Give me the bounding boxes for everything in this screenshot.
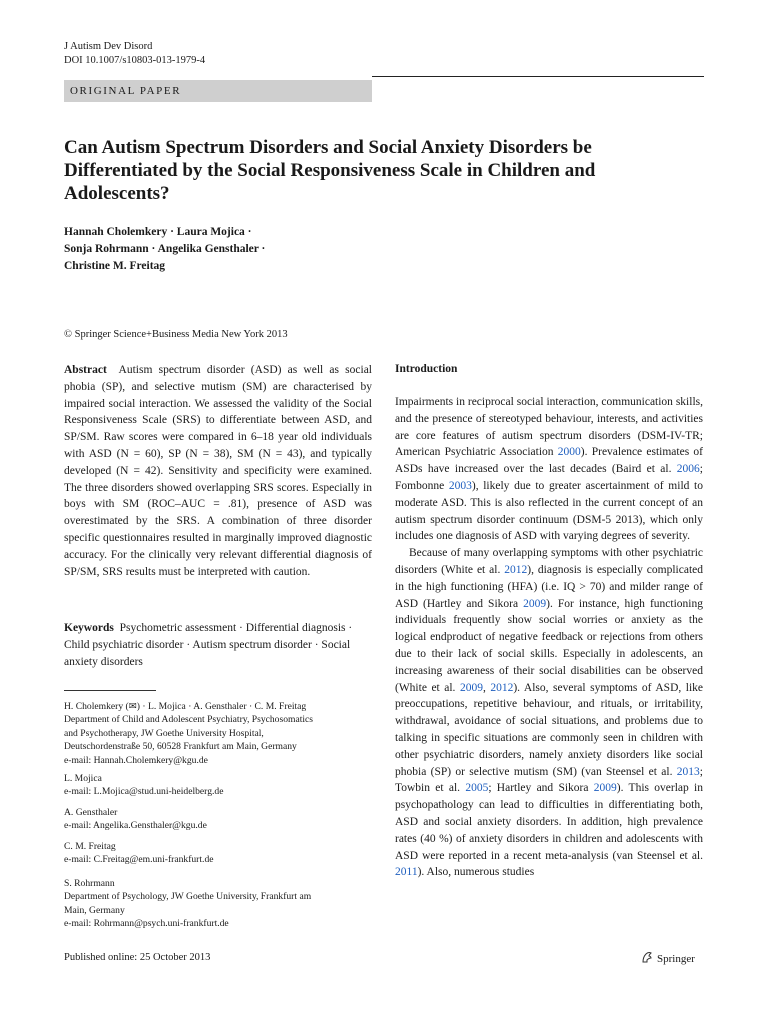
publisher-logo xyxy=(640,950,695,965)
affiliation-email[interactable]: e-mail: Hannah.Cholemkery@kgu.de xyxy=(64,754,208,766)
affiliation-line: Main, Germany xyxy=(64,904,125,916)
affiliation-rule xyxy=(64,690,156,691)
affiliation-name: L. Mojica xyxy=(64,773,102,784)
affiliation-line: Deutschordenstraße 50, 60528 Frankfurt am Main, Germany xyxy=(64,741,297,753)
introduction-body xyxy=(395,394,703,881)
published-date: Published online: 25 October 2013 xyxy=(64,952,211,963)
header-rule xyxy=(372,76,704,77)
springer-horse-icon xyxy=(640,950,654,964)
journal-name: J Autism Dev Disord xyxy=(64,41,153,52)
citation-link[interactable]: 2005 xyxy=(465,782,489,795)
affiliation-block-4 xyxy=(64,840,372,867)
affiliation-block-2 xyxy=(64,772,372,799)
keywords-label: Keywords xyxy=(64,622,114,634)
citation-link[interactable]: 2006 xyxy=(676,463,700,476)
keywords-text: Psychometric assessment · Differential diagnosis · Child psychiatric disorder · Autism spectrum disorder · Social anxiety disorders xyxy=(64,622,353,668)
journal-header xyxy=(64,40,205,68)
citation-link[interactable]: 2012 xyxy=(504,563,528,576)
author-line: Sonja Rohrmann · Angelika Gensthaler · xyxy=(64,243,266,255)
author-line: Hannah Cholemkery · Laura Mojica · xyxy=(64,226,252,238)
abstract xyxy=(64,362,372,580)
citation-link[interactable]: 2013 xyxy=(676,765,700,778)
affiliation-email[interactable]: e-mail: Angelika.Gensthaler@kgu.de xyxy=(64,820,207,832)
paper-title: Can Autism Spectrum Disorders and Social Anxiety Disorders be Differentiated by the Social Responsiveness Scale in Children and Adolescents? xyxy=(64,137,596,204)
affiliation-line: and Psychotherapy, JW Goethe University Hospital, xyxy=(64,727,264,739)
citation-link[interactable]: 2009 xyxy=(523,597,547,610)
affiliation-name: A. Gensthaler xyxy=(64,807,118,818)
affiliation-block-3 xyxy=(64,806,372,833)
citation-link[interactable]: 2009 xyxy=(459,681,483,694)
affiliation-email[interactable]: e-mail: L.Mojica@stud.uni-heidelberg.de xyxy=(64,786,224,798)
citation-link[interactable]: 2009 xyxy=(593,782,617,795)
publisher-name: Springer xyxy=(657,953,695,965)
paragraph: Impairments in reciprocal social interaction, communication skills, and the presence of stereotyped behaviour, interests, and activities are core features of autism spectrum disorders (DSM-IV-TR; American Psychiatric Association 2000). Prevalence estimates of ASDs have increased over the last decades (Baird et al. 2006; Fombonne 2003), likely due to greater ascertainment of mild to moderate ASD. This is also reflected in the current concept of an autism spectrum disorder continuum (DSM-5 2013), which only includes one diagnosis of ASD with varying degrees of severity. xyxy=(395,396,703,543)
doi: DOI 10.1007/s10803-013-1979-4 xyxy=(64,55,206,66)
citation-link[interactable]: 2000 xyxy=(557,446,581,459)
affiliation-line: Department of Child and Adolescent Psychiatry, Psychosomatics xyxy=(64,714,314,726)
keywords xyxy=(64,620,372,670)
citation-link[interactable]: 2003 xyxy=(448,479,472,492)
section-heading-introduction: Introduction xyxy=(395,363,458,375)
affiliation-line: H. Cholemkery (✉) · L. Mojica · A. Gensthaler · C. M. Freitag xyxy=(64,701,307,712)
paragraph: Because of many overlapping symptoms with other psychiatric disorders (White et al. 2012), diagnosis is especially complicated in the high functioning (HFA) (i.e. IQ > 70) and milder range of ASD (Hartley and Sikora 2009). For instance, high functioning individuals frequently show social worries or anxiety as the logical endproduct of negative feedback or rejections from others due to their lack of social skills. Especially in adolescents, an increasing awareness of their social disabilities can be observed (White et al. 2009, 2012). Also, several symptoms of ASD, like preoccupations, repetitive behaviour, and rituals, or irritability, withdrawal, avoidance of social situations, and problems due to talking in specific situations are commonly seen in children with other psychiatric disorders, namely anxiety disorders like social phobia (SP) or selective mutism (SM) (van Steensel et al. 2013; Towbin et al. 2005; Hartley and Sikora 2009). This overlap in psychopathology can lead to difficulties in differentiating both, ASD and social anxiety disorders. In addition, high prevalence rates (40 %) of anxiety disorders in children and adolescents with ASD were reported in a recent meta-analysis (van Steensel et al. 2011). Also, numerous studies xyxy=(395,547,704,879)
affiliation-block-1 xyxy=(64,700,372,767)
affiliation-email[interactable]: e-mail: Rohrmann@psych.uni-frankfurt.de xyxy=(64,918,229,930)
affiliation-name: S. Rohrmann xyxy=(64,878,115,889)
affiliation-email[interactable]: e-mail: C.Freitag@em.uni-frankfurt.de xyxy=(64,854,214,866)
citation-link[interactable]: 2012 xyxy=(490,681,514,694)
affiliation-block-5 xyxy=(64,877,372,931)
author-list xyxy=(64,224,265,275)
copyright-notice: © Springer Science+Business Media New York 2013 xyxy=(64,329,288,340)
citation-link[interactable]: 2011 xyxy=(395,866,418,879)
affiliation-line: Department of Psychology, JW Goethe University, Frankfurt am xyxy=(64,891,312,903)
affiliation-name: C. M. Freitag xyxy=(64,841,116,852)
abstract-label: Abstract xyxy=(64,364,107,376)
article-type-banner: ORIGINAL PAPER xyxy=(64,80,372,102)
author-line: Christine M. Freitag xyxy=(64,260,166,272)
abstract-text: Autism spectrum disorder (ASD) as well as social phobia (SP), and selective mutism (SM) are characterised by impaired social interaction. We assessed the validity of the Social Responsiveness Scale (SRS) to differentiate between ASD, and SP/SM. Raw scores were compared in 6–18 year old individuals with ASD (N = 60), SP (N = 38), SM (N = 43), and typically developed (N = 42). Sensitivity and specificity were examined. The three disorders showed overlapping SRS scores. Especially in boys with SM (ROC–AUC = .81), presence of ASD was overestimated by the SRS. A combination of three disorder specific questionnaires resulted in marginally improved diagnostic accuracy. For the clinically very relevant differential diagnosis of SP/SM, SRS results must be interpreted with caution. xyxy=(64,364,372,578)
